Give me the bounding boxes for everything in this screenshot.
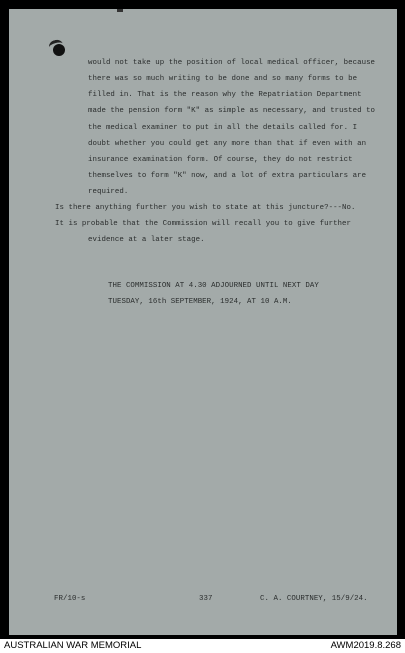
answer-line: made the pension form "K" as simple as necessary, and trusted to	[88, 107, 376, 115]
reference-code: FR/10-s	[54, 595, 86, 603]
answer-line: themselves to form "K" now, and a lot of extra particulars are	[88, 172, 367, 180]
accession-number: AWM2019.8.268	[330, 640, 401, 651]
answer-line: filled in. That is the reason why the Repatriation Department	[88, 91, 362, 99]
caption-bar	[0, 639, 405, 653]
question-line: Is there anything further you wish to state at this juncture?---No.	[55, 204, 356, 212]
answer-line: doubt whether you could get any more than that if even with an	[88, 140, 367, 148]
answer-line: the medical examiner to put in all the details called for. I	[88, 124, 358, 132]
paper-mark	[117, 9, 123, 12]
institution-caption: AUSTRALIAN WAR MEMORIAL	[4, 640, 142, 651]
typist-signature: C. A. COURTNEY, 15/9/24.	[260, 595, 368, 603]
adjournment-line: THE COMMISSION AT 4.30 ADJOURNED UNTIL NEXT DAY	[108, 282, 319, 290]
answer-line: required.	[88, 188, 129, 196]
answer-line: would not take up the position of local medical officer, because	[88, 59, 376, 67]
closing-line: evidence at a later stage.	[88, 236, 205, 244]
document-page	[9, 9, 397, 635]
closing-line: It is probable that the Commission will recall you to give further	[55, 220, 352, 228]
punch-hole	[53, 44, 65, 56]
answer-line: insurance examination form. Of course, they do not restrict	[88, 156, 353, 164]
page-number: 337	[199, 595, 213, 603]
adjournment-line: TUESDAY, 16th SEPTEMBER, 1924, AT 10 A.M.	[108, 298, 292, 306]
answer-line: there was so much writing to be done and so many forms to be	[88, 75, 358, 83]
